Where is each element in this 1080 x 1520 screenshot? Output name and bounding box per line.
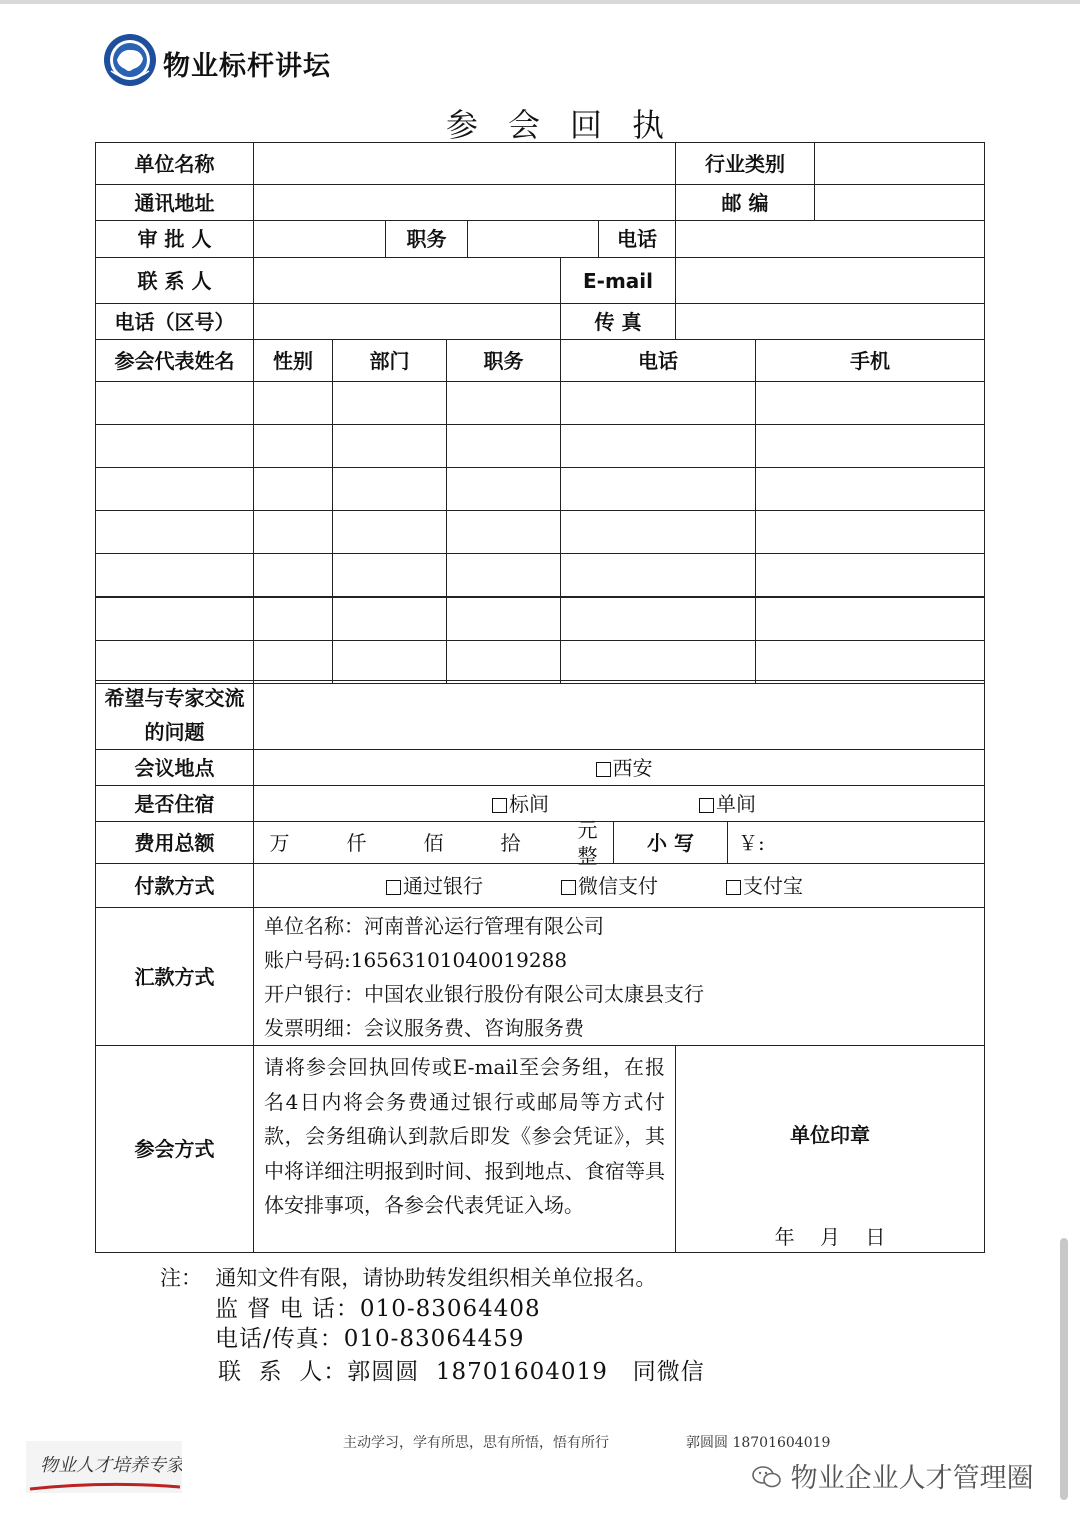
phone-area-label: 电话（区号） [95, 303, 254, 340]
rep-cell[interactable] [332, 640, 447, 684]
email-label: E-mail [560, 257, 676, 304]
rep-cell[interactable] [560, 553, 756, 597]
rep-cell[interactable] [446, 467, 561, 511]
globe-logo-icon [103, 33, 157, 87]
footer-motto: 主动学习，学有所思，思有所悟，悟有所行 [343, 1435, 609, 1451]
wechat-account-name: 物业企业人才管理圈 [790, 1463, 1034, 1494]
lodging-options [253, 785, 985, 822]
email-field[interactable] [675, 257, 985, 304]
seal-label: 单位印章 [790, 1123, 870, 1147]
pay-wechat-checkbox[interactable] [561, 873, 658, 899]
rep-cell[interactable] [253, 381, 333, 425]
rep-cell[interactable] [560, 381, 756, 425]
venue-xian-checkbox[interactable] [596, 755, 653, 781]
rep-cell[interactable] [253, 640, 333, 684]
postcode-label: 邮 编 [675, 184, 815, 221]
pay-option-label: 支付宝 [743, 873, 803, 898]
lodging-option-label: 标间 [509, 791, 549, 816]
rep-cell[interactable] [332, 467, 447, 511]
stamp-graphic [26, 1441, 182, 1493]
remit-account: 账户号码:16563101040019288 [264, 947, 568, 972]
checkbox-icon [561, 880, 576, 895]
rep-cell[interactable] [332, 597, 447, 641]
rep-cell[interactable] [95, 553, 254, 597]
rep-cell[interactable] [253, 597, 333, 641]
method-label: 参会方式 [95, 1045, 254, 1253]
checkbox-icon [386, 880, 401, 895]
rep-cell[interactable] [253, 553, 333, 597]
method-text: 请将参会回执回传或E-mail至会务组，在报名4日内将会务费通过银行或邮局等方式付款，会务组确认到款后即发《参会凭证》，其中将详细注明报到时间、报到地点、食宿等具体安排事项，各参会代表凭证入场。 [253, 1045, 676, 1253]
fee-unit-shi: 拾 [500, 830, 521, 855]
remit-details [253, 907, 985, 1046]
rep-cell[interactable] [560, 510, 756, 554]
top-border [0, 0, 1080, 4]
rep-cell[interactable] [446, 424, 561, 468]
rep-position-header: 职务 [446, 339, 561, 382]
rep-cell[interactable] [95, 381, 254, 425]
fee-unit-wan: 万 [269, 830, 290, 855]
position-label: 职务 [385, 220, 468, 258]
pay-option-label: 通过银行 [403, 873, 483, 898]
venue-option-label: 西安 [612, 755, 653, 780]
department-header: 部门 [332, 339, 447, 382]
approver-field[interactable] [253, 220, 386, 258]
lodging-label: 是否住宿 [95, 785, 254, 822]
fee-label: 费用总额 [95, 821, 254, 864]
checkbox-icon [596, 762, 611, 777]
mobile-header: 手机 [755, 339, 985, 382]
rep-cell[interactable] [755, 553, 985, 597]
unit-name-label: 单位名称 [95, 142, 254, 185]
position-field[interactable] [467, 220, 599, 258]
rep-cell[interactable] [253, 510, 333, 554]
rep-cell[interactable] [755, 510, 985, 554]
checkbox-icon [699, 798, 714, 813]
rep-cell[interactable] [755, 640, 985, 684]
tel-fax: 电话/传真：010-83064459 [215, 1326, 525, 1352]
phone-label: 电话 [598, 220, 676, 258]
venue-label: 会议地点 [95, 749, 254, 786]
remit-unit-name: 单位名称：河南普沁运行管理有限公司 [264, 913, 604, 938]
postcode-field[interactable] [814, 184, 985, 221]
checkbox-icon [492, 798, 507, 813]
industry-field[interactable] [814, 142, 985, 185]
industry-label: 行业类别 [675, 142, 815, 185]
address-label: 通讯地址 [95, 184, 254, 221]
rep-cell[interactable] [446, 510, 561, 554]
fee-unit-qian: 仟 [346, 830, 367, 855]
scrollbar[interactable] [1060, 1238, 1068, 1500]
fax-field[interactable] [675, 303, 985, 340]
gender-header: 性别 [253, 339, 333, 382]
payment-options [253, 863, 985, 908]
remit-label: 汇款方式 [95, 907, 254, 1046]
lodging-single-checkbox[interactable] [699, 791, 756, 817]
rep-cell[interactable] [755, 597, 985, 641]
rep-cell[interactable] [446, 597, 561, 641]
rep-cell[interactable] [560, 597, 756, 641]
form-title: 参会回执 [445, 106, 694, 144]
wechat-icon [752, 1464, 782, 1490]
questions-label: 希望与专家交流的问题 [95, 680, 254, 750]
rep-cell[interactable] [95, 424, 254, 468]
questions-field[interactable] [253, 680, 985, 750]
rep-cell[interactable] [755, 467, 985, 511]
small-amount-label: 小 写 [613, 821, 728, 864]
payment-label: 付款方式 [95, 863, 254, 908]
contact-info: 联 系 人：郭圆圆 18701604019 同微信 [218, 1359, 705, 1385]
rep-cell[interactable] [332, 510, 447, 554]
pay-bank-checkbox[interactable] [386, 873, 483, 899]
rep-cell[interactable] [560, 424, 756, 468]
rep-cell[interactable] [560, 467, 756, 511]
unit-name-field[interactable] [253, 142, 676, 185]
rep-phone-header: 电话 [560, 339, 756, 382]
rep-cell[interactable] [95, 510, 254, 554]
supervise-phone: 监 督 电 话：010-83064408 [215, 1296, 541, 1322]
rep-cell[interactable] [755, 424, 985, 468]
talent-expert-stamp [26, 1441, 182, 1493]
rep-cell[interactable] [95, 467, 254, 511]
fee-unit-bai: 佰 [423, 830, 444, 855]
yen-symbol: ￥: [738, 830, 765, 855]
phone-field[interactable] [675, 220, 985, 258]
rep-cell[interactable] [253, 467, 333, 511]
rep-cell[interactable] [560, 640, 756, 684]
rep-cell[interactable] [446, 553, 561, 597]
lodging-standard-checkbox[interactable] [492, 791, 549, 817]
rep-cell[interactable] [332, 553, 447, 597]
remit-invoice: 发票明细：会议服务费、咨询服务费 [264, 1015, 584, 1040]
contact-person-field[interactable] [253, 257, 561, 304]
venue-options [253, 749, 985, 786]
phone-area-field[interactable] [253, 303, 561, 340]
rep-cell[interactable] [446, 640, 561, 684]
approver-label: 审 批 人 [95, 220, 254, 258]
fee-unit-yuan: 元整 [577, 817, 598, 868]
rep-cell[interactable] [332, 381, 447, 425]
footer-contact: 郭圆圆 18701604019 [686, 1435, 831, 1451]
svg-text:物业人才培养专家: 物业人才培养专家 [40, 1455, 182, 1476]
note-text: 注： 通知文件有限，请协助转发组织相关单位报名。 [160, 1266, 657, 1290]
rep-cell[interactable] [95, 597, 254, 641]
lodging-option-label: 单间 [716, 791, 756, 816]
fee-amount-field[interactable] [253, 817, 614, 868]
pay-option-label: 微信支付 [578, 873, 658, 898]
pay-alipay-checkbox[interactable] [726, 873, 803, 899]
rep-cell[interactable] [446, 381, 561, 425]
address-field[interactable] [253, 184, 676, 221]
small-amount-field[interactable] [727, 821, 985, 864]
seal-area [675, 1045, 985, 1253]
brand-name: 物业标杆讲坛 [163, 51, 331, 82]
rep-cell[interactable] [95, 640, 254, 684]
fax-label: 传 真 [560, 303, 676, 340]
seal-date: 年 月 日 [774, 1225, 886, 1249]
remit-bank: 开户银行：中国农业银行股份有限公司太康县支行 [264, 981, 704, 1006]
rep-cell[interactable] [332, 424, 447, 468]
wechat-watermark [752, 1456, 1034, 1495]
checkbox-icon [726, 880, 741, 895]
contact-person-label: 联 系 人 [95, 257, 254, 304]
rep-cell[interactable] [253, 424, 333, 468]
rep-name-header: 参会代表姓名 [95, 339, 254, 382]
rep-cell[interactable] [755, 381, 985, 425]
